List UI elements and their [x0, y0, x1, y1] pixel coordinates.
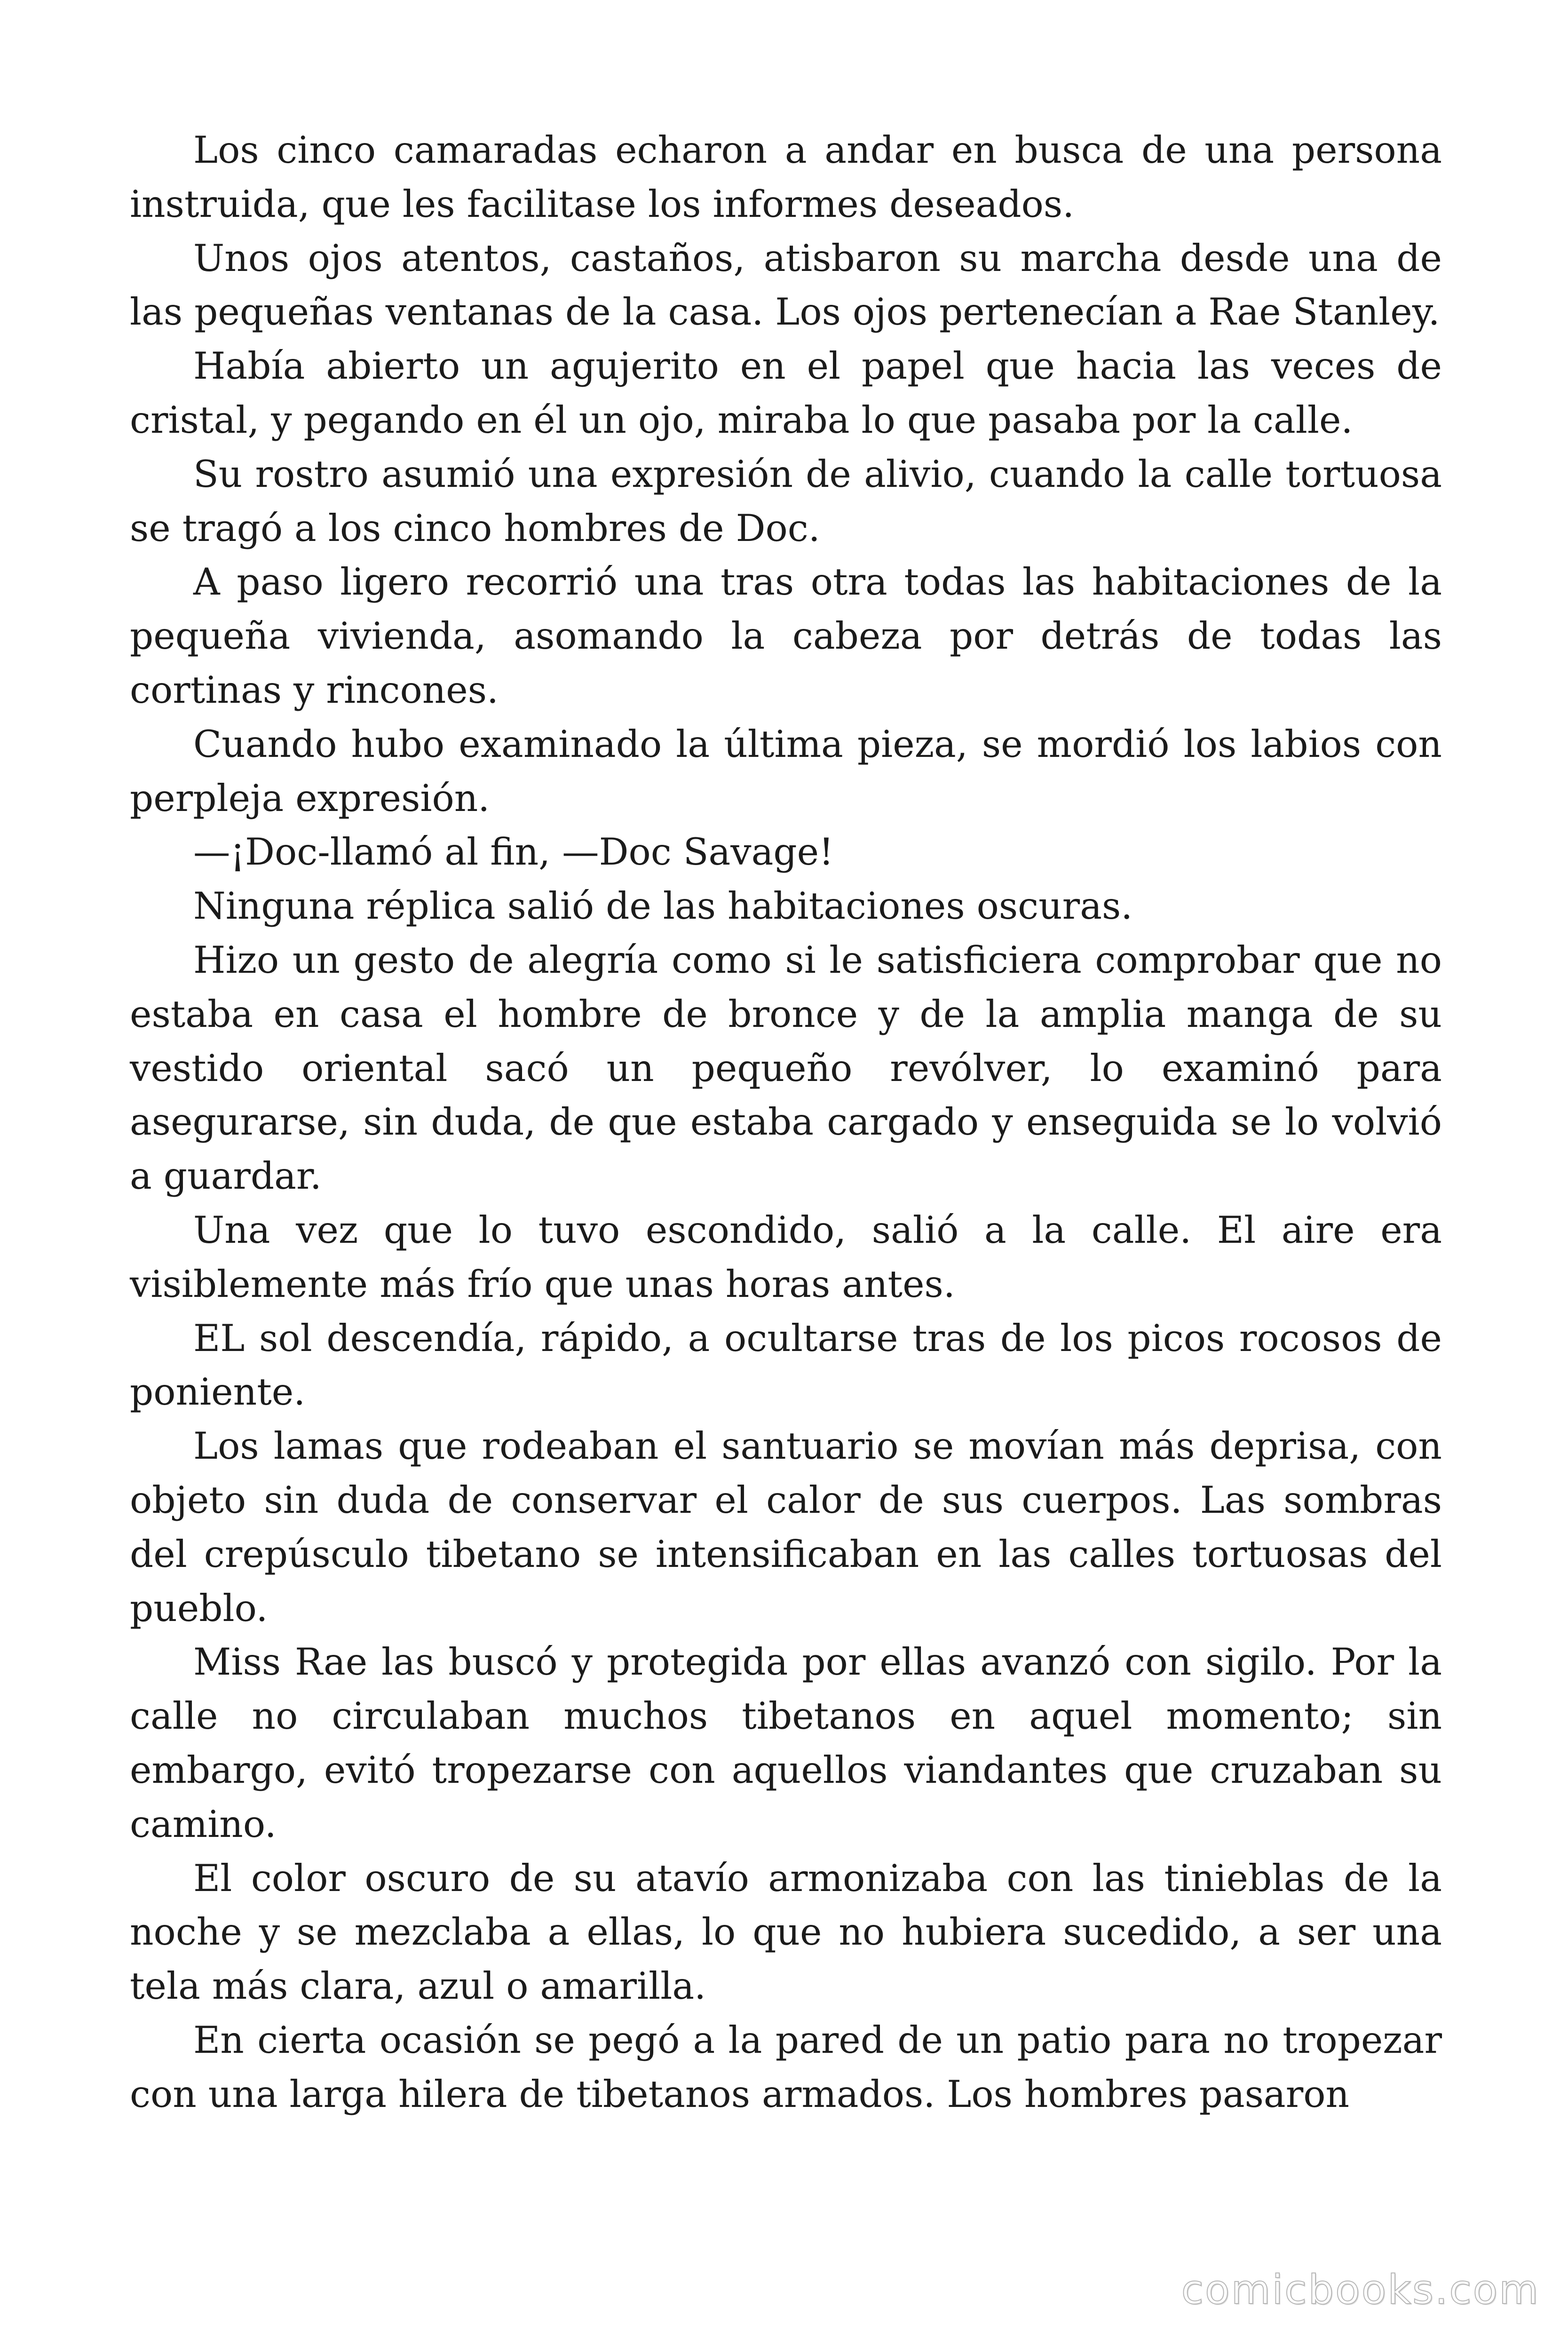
paragraph: Los cinco camaradas echaron a andar en busca de una persona instruida, que les facilitase los informes deseados.	[130, 128, 1442, 226]
paragraph: A paso ligero recorrió una tras otra todas las habitaciones de la pequeña vivienda, asomando la cabeza por detrás de todas las cortinas y rincones.	[130, 560, 1442, 712]
paragraph: Ninguna réplica salió de las habitaciones oscuras.	[193, 884, 1133, 928]
watermark: comicbooks.com	[1181, 2266, 1540, 2313]
paragraph: Los lamas que rodeaban el santuario se movían más deprisa, con objeto sin duda de conservar el calor de sus cuerpos. Las sombras del crepúsculo tibetano se intensificaban en las calles tortuosas del pueblo.	[130, 1424, 1442, 1630]
paragraph: Unos ojos atentos, castaños, atisbaron su marcha desde una de las pequeñas ventanas de la casa. Los ojos pertenecían a Rae Stanley.	[130, 236, 1442, 334]
paragraph: EL sol descendía, rápido, a ocultarse tras de los picos rocosos de poniente.	[130, 1316, 1442, 1414]
paragraph: Una vez que lo tuvo escondido, salió a la calle. El aire era visiblemente más frío que unas horas antes.	[130, 1208, 1442, 1306]
paragraph: Cuando hubo examinado la última pieza, se mordió los labios con perpleja expresión.	[130, 722, 1442, 820]
paragraph: —¡Doc-llamó al fin, —Doc Savage!	[193, 830, 834, 874]
paragraph: Miss Rae las buscó y protegida por ellas avanzó con sigilo. Por la calle no circulaban muchos tibetanos en aquel momento; sin embargo, evitó tropezarse con aquellos viandantes que cruzaban su camino.	[130, 1640, 1442, 1846]
paragraph: Había abierto un agujerito en el papel que hacia las veces de cristal, y pegando en él un ojo, miraba lo que pasaba por la calle.	[130, 344, 1442, 442]
paragraph: El color oscuro de su atavío armonizaba con las tinieblas de la noche y se mezclaba a ellas, lo que no hubiera sucedido, a ser una tela más clara, azul o amarilla.	[130, 1856, 1442, 2008]
paragraph: En cierta ocasión se pegó a la pared de un patio para no tropezar con una larga hilera de tibetanos armados. Los hombres pasaron	[130, 2018, 1442, 2116]
body-text	[130, 123, 1442, 2121]
paragraph: Hizo un gesto de alegría como si le satisficiera comprobar que no estaba en casa el hombre de bronce y de la amplia manga de su vestido oriental sacó un pequeño revólver, lo examinó para asegurarse, sin duda, de que estaba cargado y enseguida se lo volvió a guardar.	[130, 938, 1442, 1198]
paragraph: Su rostro asumió una expresión de alivio, cuando la calle tortuosa se tragó a los cinco hombres de Doc.	[130, 452, 1442, 550]
